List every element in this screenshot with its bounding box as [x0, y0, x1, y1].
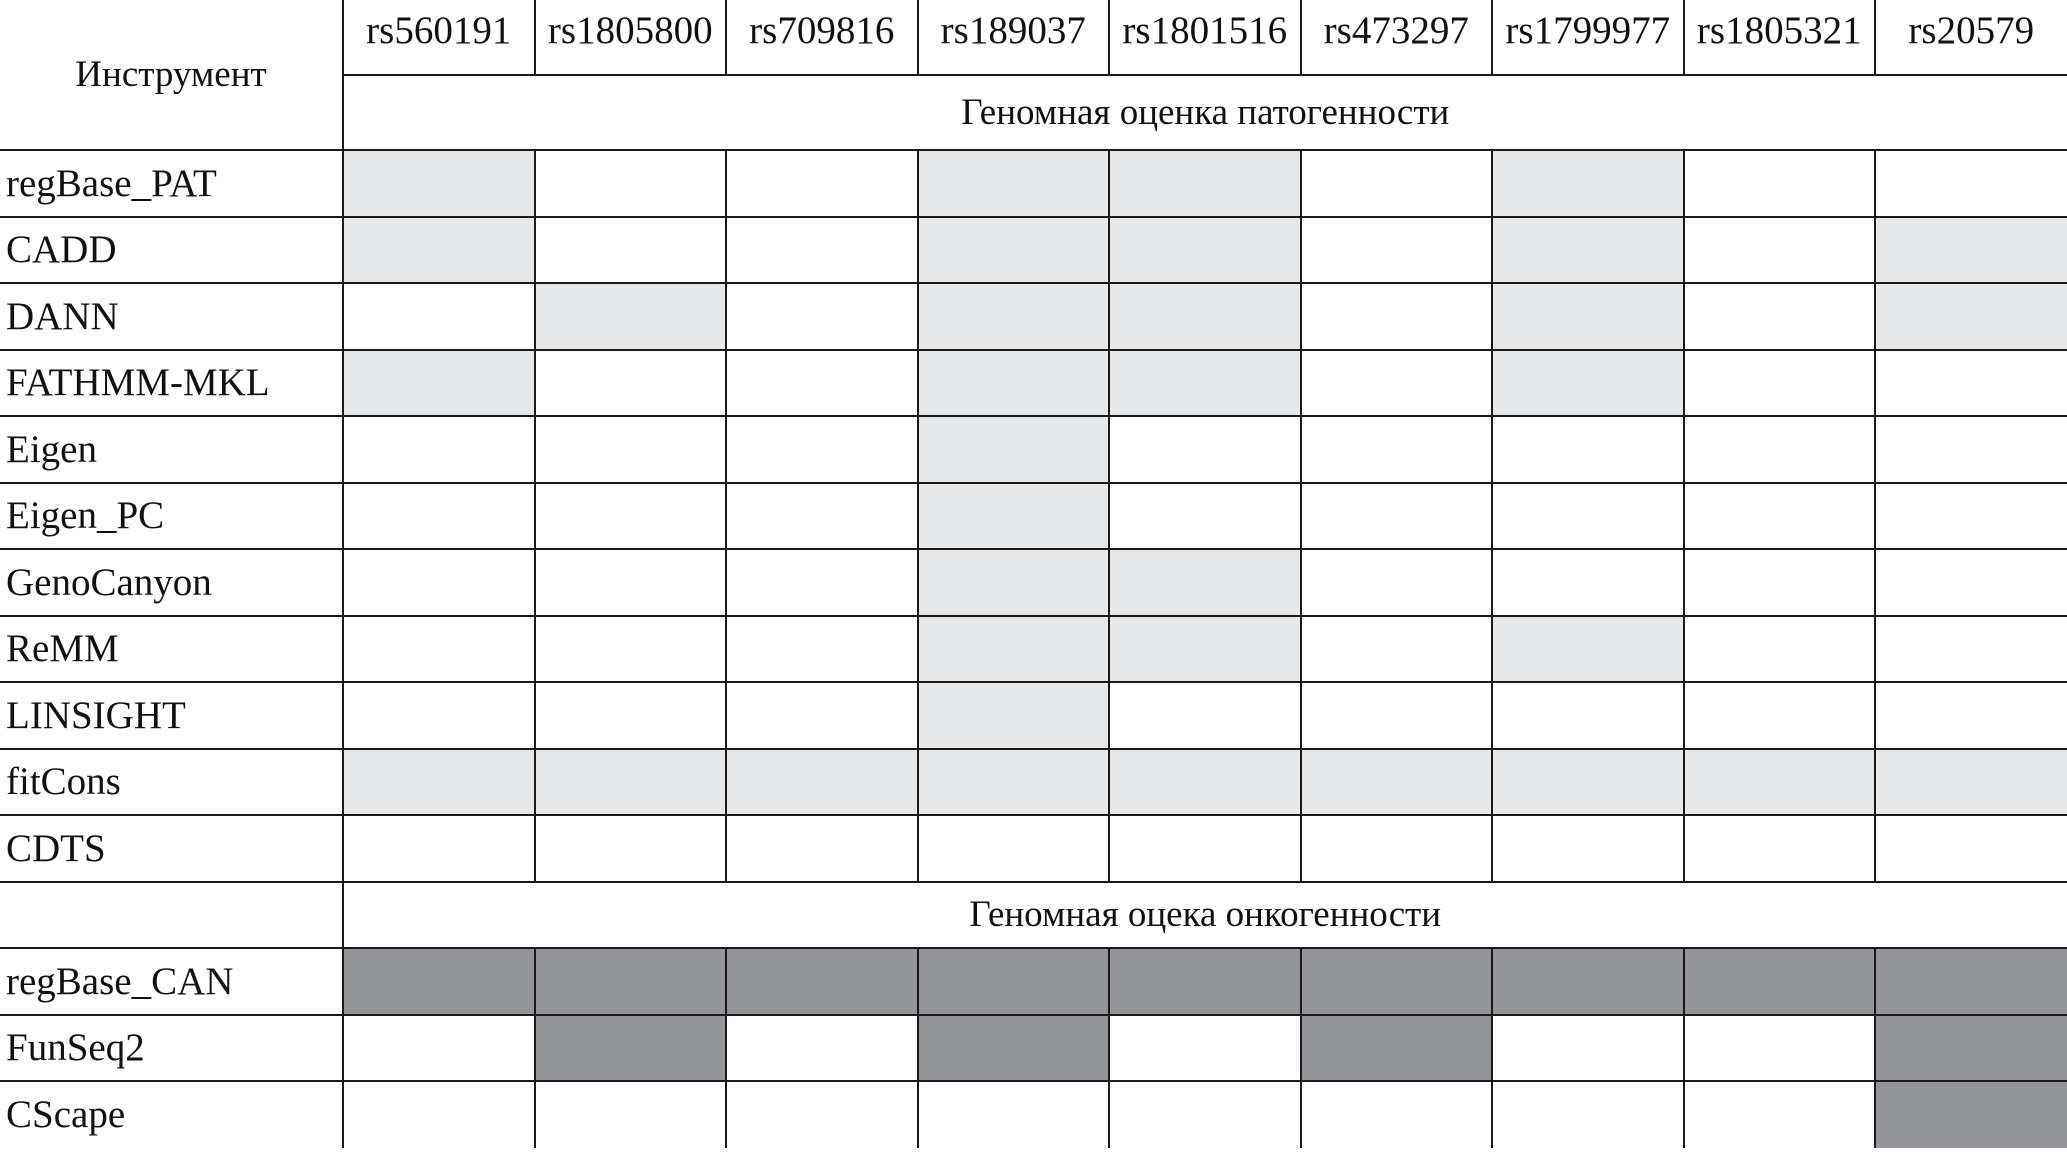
empty-cell — [1684, 416, 1876, 483]
header-row-snps — [0, 0, 2067, 75]
pathogenicity-mark-cell — [918, 217, 1110, 284]
empty-cell — [1684, 682, 1876, 749]
empty-cell — [1684, 483, 1876, 550]
pathogenicity-mark-cell — [1492, 350, 1684, 417]
pathogenicity-mark-cell — [1875, 217, 2067, 284]
tool-name-cell: LINSIGHT — [0, 682, 343, 749]
empty-cell — [726, 1081, 918, 1148]
empty-cell — [343, 616, 535, 683]
empty-cell — [1109, 682, 1301, 749]
section-spacer-cell — [0, 882, 343, 949]
tool-name-cell: CDTS — [0, 815, 343, 882]
empty-cell — [1684, 549, 1876, 616]
oncogenicity-mark-cell — [1875, 948, 2067, 1015]
empty-cell — [1492, 483, 1684, 550]
empty-cell — [1684, 217, 1876, 284]
pathogenicity-mark-cell — [918, 150, 1110, 217]
pathogenicity-mark-cell — [1109, 217, 1301, 284]
pathogenicity-mark-cell — [1492, 283, 1684, 350]
pathogenicity-mark-cell — [1492, 150, 1684, 217]
empty-cell — [343, 483, 535, 550]
empty-cell — [726, 616, 918, 683]
empty-cell — [726, 1015, 918, 1082]
empty-cell — [535, 150, 727, 217]
oncogenicity-mark-cell — [918, 1015, 1110, 1082]
empty-cell — [1492, 416, 1684, 483]
pathogenicity-mark-cell — [918, 483, 1110, 550]
empty-cell — [918, 815, 1110, 882]
empty-cell — [1301, 150, 1493, 217]
empty-cell — [726, 416, 918, 483]
pathogenicity-mark-cell — [918, 682, 1110, 749]
section-title: Геномная оцека онкогенности — [343, 882, 2067, 949]
pathogenicity-mark-cell — [1109, 549, 1301, 616]
pathogenicity-mark-cell — [343, 350, 535, 417]
empty-cell — [726, 682, 918, 749]
empty-cell — [726, 549, 918, 616]
table-row — [0, 283, 2067, 350]
table-row — [0, 150, 2067, 217]
pathogenicity-mark-cell — [918, 549, 1110, 616]
pathogenicity-mark-cell — [918, 283, 1110, 350]
empty-cell — [1684, 150, 1876, 217]
empty-cell — [1684, 815, 1876, 882]
empty-cell — [535, 549, 727, 616]
snp-column-header: rs1805321 — [1684, 0, 1876, 75]
empty-cell — [343, 815, 535, 882]
pathogenicity-mark-cell — [535, 749, 727, 816]
pathogenicity-mark-cell — [1301, 749, 1493, 816]
empty-cell — [1301, 1081, 1493, 1148]
snp-column-header: rs20579 — [1875, 0, 2067, 75]
empty-cell — [1875, 416, 2067, 483]
pathogenicity-mark-cell — [1492, 217, 1684, 284]
empty-cell — [1875, 150, 2067, 217]
oncogenicity-mark-cell — [1109, 948, 1301, 1015]
empty-cell — [343, 1081, 535, 1148]
pathogenicity-mark-cell — [343, 150, 535, 217]
pathogenicity-mark-cell — [1492, 616, 1684, 683]
empty-cell — [1684, 1081, 1876, 1148]
tool-name-cell: regBase_PAT — [0, 150, 343, 217]
empty-cell — [1301, 682, 1493, 749]
pathogenicity-mark-cell — [918, 749, 1110, 816]
empty-cell — [535, 483, 727, 550]
pathogenicity-mark-cell — [1492, 749, 1684, 816]
empty-cell — [1109, 1015, 1301, 1082]
section-title: Геномная оценка патогенности — [343, 75, 2067, 150]
oncogenicity-mark-cell — [535, 948, 727, 1015]
pathogenicity-mark-cell — [1109, 616, 1301, 683]
empty-cell — [1684, 1015, 1876, 1082]
empty-cell — [535, 350, 727, 417]
table-row — [0, 483, 2067, 550]
tool-name-cell: CScape — [0, 1081, 343, 1148]
tool-name-cell: GenoCanyon — [0, 549, 343, 616]
empty-cell — [726, 815, 918, 882]
empty-cell — [1875, 815, 2067, 882]
table-row — [0, 749, 2067, 816]
tool-name-cell: FunSeq2 — [0, 1015, 343, 1082]
snp-column-header: rs1799977 — [1492, 0, 1684, 75]
empty-cell — [1875, 616, 2067, 683]
pathogenicity-mark-cell — [343, 217, 535, 284]
tool-column-header: Инструмент — [0, 0, 343, 150]
empty-cell — [1492, 1081, 1684, 1148]
snp-column-header: rs1801516 — [1109, 0, 1301, 75]
empty-cell — [535, 616, 727, 683]
table-row — [0, 948, 2067, 1015]
empty-cell — [726, 217, 918, 284]
empty-cell — [1109, 483, 1301, 550]
pathogenicity-mark-cell — [1875, 749, 2067, 816]
snp-column-header: rs189037 — [918, 0, 1110, 75]
empty-cell — [343, 416, 535, 483]
empty-cell — [535, 1081, 727, 1148]
tool-name-cell: Eigen_PC — [0, 483, 343, 550]
oncogenicity-mark-cell — [1875, 1081, 2067, 1148]
table-row — [0, 1015, 2067, 1082]
pathogenicity-mark-cell — [343, 749, 535, 816]
pathogenicity-mark-cell — [535, 283, 727, 350]
empty-cell — [1875, 682, 2067, 749]
empty-cell — [726, 350, 918, 417]
oncogenicity-mark-cell — [1875, 1015, 2067, 1082]
empty-cell — [1492, 682, 1684, 749]
pathogenicity-mark-cell — [1109, 350, 1301, 417]
empty-cell — [1684, 616, 1876, 683]
oncogenicity-mark-cell — [1301, 1015, 1493, 1082]
empty-cell — [1301, 416, 1493, 483]
table-row — [0, 416, 2067, 483]
empty-cell — [1109, 1081, 1301, 1148]
empty-cell — [343, 682, 535, 749]
empty-cell — [535, 416, 727, 483]
table-row — [0, 616, 2067, 683]
empty-cell — [343, 283, 535, 350]
empty-cell — [1301, 616, 1493, 683]
tool-name-cell: regBase_CAN — [0, 948, 343, 1015]
empty-cell — [535, 217, 727, 284]
pathogenicity-mark-cell — [1109, 749, 1301, 816]
empty-cell — [1684, 283, 1876, 350]
pathogenicity-mark-cell — [918, 616, 1110, 683]
empty-cell — [1301, 217, 1493, 284]
empty-cell — [1301, 350, 1493, 417]
pathogenicity-mark-cell — [1109, 283, 1301, 350]
oncogenicity-mark-cell — [726, 948, 918, 1015]
table-row — [0, 350, 2067, 417]
snp-column-header: rs473297 — [1301, 0, 1493, 75]
empty-cell — [1301, 483, 1493, 550]
empty-cell — [1684, 350, 1876, 417]
table-row — [0, 682, 2067, 749]
tool-name-cell: FATHMM-MKL — [0, 350, 343, 417]
empty-cell — [1492, 1015, 1684, 1082]
pathogenicity-mark-cell — [1684, 749, 1876, 816]
empty-cell — [726, 150, 918, 217]
empty-cell — [1109, 416, 1301, 483]
empty-cell — [535, 682, 727, 749]
tool-name-cell: fitCons — [0, 749, 343, 816]
table-row — [0, 815, 2067, 882]
empty-cell — [1875, 549, 2067, 616]
snp-column-header: rs709816 — [726, 0, 918, 75]
snp-column-header: rs560191 — [343, 0, 535, 75]
table-row — [0, 1081, 2067, 1148]
tool-name-cell: Eigen — [0, 416, 343, 483]
oncogenicity-mark-cell — [535, 1015, 727, 1082]
pathogenicity-mark-cell — [726, 749, 918, 816]
empty-cell — [1301, 549, 1493, 616]
table-row — [0, 217, 2067, 284]
empty-cell — [1875, 350, 2067, 417]
empty-cell — [1492, 815, 1684, 882]
section-header-row — [0, 882, 2067, 949]
empty-cell — [918, 1081, 1110, 1148]
tool-name-cell: DANN — [0, 283, 343, 350]
pathogenicity-mark-cell — [918, 350, 1110, 417]
table-row — [0, 549, 2067, 616]
empty-cell — [1875, 483, 2067, 550]
tool-name-cell: ReMM — [0, 616, 343, 683]
empty-cell — [1301, 283, 1493, 350]
oncogenicity-mark-cell — [343, 948, 535, 1015]
empty-cell — [726, 283, 918, 350]
pathogenicity-mark-cell — [1109, 150, 1301, 217]
empty-cell — [343, 549, 535, 616]
empty-cell — [1109, 815, 1301, 882]
empty-cell — [1301, 815, 1493, 882]
empty-cell — [535, 815, 727, 882]
pathogenicity-mark-cell — [918, 416, 1110, 483]
empty-cell — [343, 1015, 535, 1082]
oncogenicity-mark-cell — [1301, 948, 1493, 1015]
empty-cell — [1492, 549, 1684, 616]
oncogenicity-mark-cell — [918, 948, 1110, 1015]
oncogenicity-mark-cell — [1492, 948, 1684, 1015]
tool-name-cell: CADD — [0, 217, 343, 284]
snp-column-header: rs1805800 — [535, 0, 727, 75]
empty-cell — [726, 483, 918, 550]
oncogenicity-mark-cell — [1684, 948, 1876, 1015]
pathogenicity-mark-cell — [1875, 283, 2067, 350]
